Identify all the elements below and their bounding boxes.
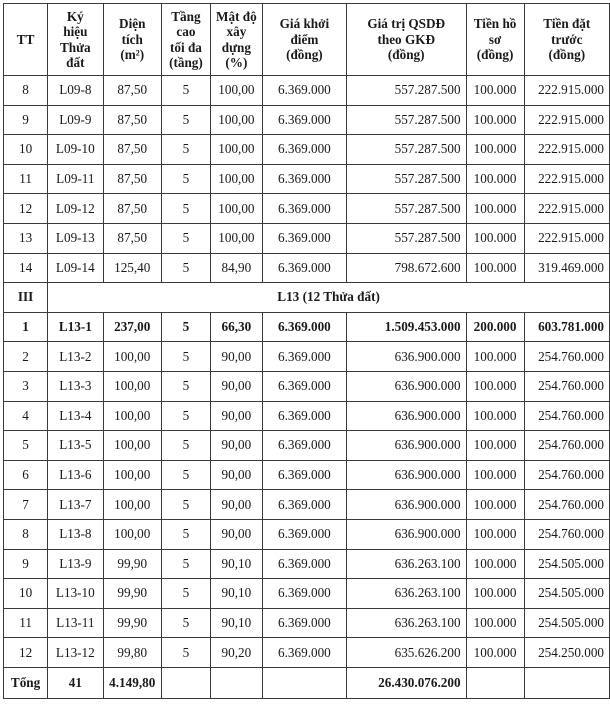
cell-lot-code: L13-8 [48,519,103,549]
cell-lot-code: L09-12 [48,194,103,224]
cell-area: 125,40 [103,253,161,283]
total-empty-price [262,667,346,698]
cell-area: 100,00 [103,342,161,372]
cell-fee: 100.000 [466,608,524,638]
table-row [4,135,610,165]
cell-lot-code: L09-11 [48,164,103,194]
cell-lot-code: L09-9 [48,105,103,135]
cell-density: 90,00 [210,401,262,431]
cell-fee: 100.000 [466,164,524,194]
cell-area: 87,50 [103,105,161,135]
cell-lot-code: L13-4 [48,401,103,431]
cell-area: 100,00 [103,490,161,520]
cell-land-value: 636.900.000 [346,371,466,401]
cell-max-floors: 5 [161,579,210,609]
land-auction-table [3,3,610,699]
cell-start-price: 6.369.000 [262,490,346,520]
table-row [4,164,610,194]
table-row [4,608,610,638]
table-row [4,253,610,283]
table-row [4,549,610,579]
cell-stt: 13 [4,223,48,253]
cell-max-floors: 5 [161,342,210,372]
cell-deposit: 254.505.000 [524,549,609,579]
header-land-value-line: theo GKĐ [377,31,435,47]
header-stt-line: TT [16,31,35,47]
cell-stt: 8 [4,76,48,106]
table-row [4,76,610,106]
cell-density: 90,00 [210,342,262,372]
cell-area: 99,90 [103,608,161,638]
header-density-line: (%) [225,55,248,70]
cell-stt: 6 [4,460,48,490]
total-empty-density [210,667,262,698]
cell-land-value: 1.509.453.000 [346,312,466,342]
header-start-price [262,4,346,76]
header-max-floors-line: cao [176,24,196,39]
cell-stt: 8 [4,519,48,549]
cell-fee: 100.000 [466,490,524,520]
cell-area: 100,00 [103,401,161,431]
total-count: 41 [48,667,103,698]
cell-max-floors: 5 [161,105,210,135]
cell-land-value: 636.900.000 [346,401,466,431]
cell-lot-code: L13-6 [48,460,103,490]
cell-deposit: 254.250.000 [524,638,609,668]
cell-start-price: 6.369.000 [262,549,346,579]
cell-density: 90,10 [210,579,262,609]
table-row [4,638,610,668]
cell-area: 99,80 [103,638,161,668]
table-header-row [4,4,610,76]
cell-max-floors: 5 [161,519,210,549]
cell-deposit: 254.760.000 [524,490,609,520]
cell-land-value: 798.672.600 [346,253,466,283]
cell-density: 90,20 [210,638,262,668]
cell-deposit: 222.915.000 [524,223,609,253]
header-lot-code [48,4,103,76]
cell-land-value: 557.287.500 [346,223,466,253]
cell-max-floors: 5 [161,76,210,106]
cell-lot-code: L13-10 [48,579,103,609]
cell-density: 90,00 [210,431,262,461]
cell-density: 100,00 [210,164,262,194]
header-area-line: (m²) [120,47,145,63]
header-max-floors [161,4,210,76]
header-lot-code-line: đất [66,55,85,70]
cell-stt: 9 [4,549,48,579]
cell-lot-code: L09-10 [48,135,103,165]
header-fee [466,4,524,76]
cell-fee: 100.000 [466,342,524,372]
cell-fee: 100.000 [466,638,524,668]
cell-stt: 11 [4,608,48,638]
total-empty-deposit [524,667,609,698]
total-empty-fee [466,667,524,698]
cell-fee: 100.000 [466,194,524,224]
cell-lot-code: L13-7 [48,490,103,520]
table-row [4,312,610,342]
cell-deposit: 254.760.000 [524,371,609,401]
cell-deposit: 603.781.000 [524,312,609,342]
cell-land-value: 636.900.000 [346,460,466,490]
table-row [4,194,610,224]
cell-area: 99,90 [103,579,161,609]
header-max-floors-line: tối đa [170,39,202,55]
cell-stt: 14 [4,253,48,283]
cell-max-floors: 5 [161,460,210,490]
cell-fee: 100.000 [466,579,524,609]
cell-lot-code: L09-13 [48,223,103,253]
header-density-line: dựng [221,39,251,55]
total-value: 26.430.076.200 [346,667,466,698]
cell-area: 87,50 [103,135,161,165]
cell-stt: 12 [4,194,48,224]
cell-max-floors: 5 [161,608,210,638]
cell-lot-code: L09-8 [48,76,103,106]
cell-deposit: 254.760.000 [524,460,609,490]
cell-stt: 5 [4,431,48,461]
cell-max-floors: 5 [161,401,210,431]
cell-fee: 100.000 [466,371,524,401]
cell-fee: 100.000 [466,431,524,461]
header-fee-line: (đồng) [476,47,514,63]
cell-fee: 100.000 [466,253,524,283]
cell-start-price: 6.369.000 [262,431,346,461]
cell-density: 100,00 [210,76,262,106]
cell-start-price: 6.369.000 [262,608,346,638]
cell-density: 90,00 [210,371,262,401]
cell-start-price: 6.369.000 [262,342,346,372]
cell-area: 87,50 [103,223,161,253]
cell-stt: 12 [4,638,48,668]
header-density [210,4,262,76]
cell-max-floors: 5 [161,549,210,579]
group-row-l13 [4,283,610,313]
cell-land-value: 636.900.000 [346,342,466,372]
cell-start-price: 6.369.000 [262,312,346,342]
cell-area: 87,50 [103,164,161,194]
table-row [4,490,610,520]
cell-land-value: 557.287.500 [346,164,466,194]
cell-area: 99,90 [103,549,161,579]
group-index: III [4,283,48,313]
cell-deposit: 222.915.000 [524,194,609,224]
cell-start-price: 6.369.000 [262,579,346,609]
cell-stt: 7 [4,490,48,520]
cell-deposit: 222.915.000 [524,76,609,106]
cell-start-price: 6.369.000 [262,638,346,668]
cell-start-price: 6.369.000 [262,371,346,401]
header-density-line: Mật độ [216,8,257,24]
total-row [4,667,610,698]
cell-density: 90,00 [210,519,262,549]
cell-lot-code: L13-11 [48,608,103,638]
header-deposit-line: trước [551,31,583,47]
cell-fee: 200.000 [466,312,524,342]
cell-land-value: 636.263.100 [346,579,466,609]
cell-land-value: 557.287.500 [346,105,466,135]
table-row [4,223,610,253]
cell-density: 90,10 [210,549,262,579]
cell-lot-code: L13-5 [48,431,103,461]
cell-max-floors: 5 [161,371,210,401]
group-label: L13 (12 Thửa đất) [48,283,610,313]
cell-deposit: 319.469.000 [524,253,609,283]
cell-lot-code: L13-9 [48,549,103,579]
cell-max-floors: 5 [161,135,210,165]
total-empty-floors [161,667,210,698]
cell-fee: 100.000 [466,223,524,253]
cell-max-floors: 5 [161,253,210,283]
cell-start-price: 6.369.000 [262,460,346,490]
cell-stt: 2 [4,342,48,372]
cell-density: 90,00 [210,490,262,520]
cell-area: 100,00 [103,519,161,549]
cell-land-value: 636.900.000 [346,490,466,520]
header-fee-line: sơ [488,31,502,47]
cell-max-floors: 5 [161,490,210,520]
table-row [4,342,610,372]
cell-land-value: 635.626.200 [346,638,466,668]
header-land-value-line: Giá trị QSDĐ [367,16,446,32]
cell-deposit: 254.505.000 [524,579,609,609]
cell-fee: 100.000 [466,519,524,549]
cell-max-floors: 5 [161,164,210,194]
header-lot-code-line: Ký [66,8,84,24]
table-row [4,401,610,431]
cell-max-floors: 5 [161,431,210,461]
header-start-price-line: điểm [290,31,319,47]
cell-max-floors: 5 [161,312,210,342]
cell-max-floors: 5 [161,638,210,668]
cell-fee: 100.000 [466,401,524,431]
table-row [4,431,610,461]
table-body-l13 [4,312,610,667]
header-start-price-line: (đồng) [286,47,323,63]
cell-area: 237,00 [103,312,161,342]
header-lot-code-line: Thửa [60,39,91,55]
cell-land-value: 636.263.100 [346,549,466,579]
cell-lot-code: L09-14 [48,253,103,283]
cell-density: 66,30 [210,312,262,342]
cell-area: 100,00 [103,460,161,490]
table-row [4,460,610,490]
cell-lot-code: L13-2 [48,342,103,372]
cell-fee: 100.000 [466,549,524,579]
cell-density: 100,00 [210,223,262,253]
cell-lot-code: L13-1 [48,312,103,342]
table-row [4,105,610,135]
cell-stt: 3 [4,371,48,401]
header-start-price-line: Giá khởi [279,16,330,32]
cell-fee: 100.000 [466,460,524,490]
header-max-floors-line: (tầng) [169,55,203,70]
cell-deposit: 254.505.000 [524,608,609,638]
header-deposit [524,4,609,76]
cell-lot-code: L13-12 [48,638,103,668]
land-auction-table-container [3,3,610,699]
cell-start-price: 6.369.000 [262,135,346,165]
cell-start-price: 6.369.000 [262,194,346,224]
cell-land-value: 557.287.500 [346,76,466,106]
cell-max-floors: 5 [161,223,210,253]
header-deposit-line: Tiền đặt [543,16,591,32]
header-fee-line: Tiền hồ [473,16,517,32]
header-land-value-line: (đồng) [387,47,425,63]
cell-density: 90,00 [210,460,262,490]
cell-area: 100,00 [103,431,161,461]
header-area [103,4,161,76]
cell-fee: 100.000 [466,105,524,135]
cell-deposit: 222.915.000 [524,105,609,135]
header-density-line: xây [226,24,247,39]
cell-stt: 11 [4,164,48,194]
cell-area: 87,50 [103,76,161,106]
cell-start-price: 6.369.000 [262,223,346,253]
total-area: 4.149,80 [103,667,161,698]
cell-stt: 9 [4,105,48,135]
cell-deposit: 254.760.000 [524,519,609,549]
table-row [4,519,610,549]
cell-area: 87,50 [103,194,161,224]
cell-land-value: 636.900.000 [346,431,466,461]
header-area-line: Diện [119,16,146,32]
cell-deposit: 254.760.000 [524,401,609,431]
cell-density: 100,00 [210,105,262,135]
cell-density: 90,10 [210,608,262,638]
cell-deposit: 254.760.000 [524,342,609,372]
cell-area: 100,00 [103,371,161,401]
cell-land-value: 557.287.500 [346,194,466,224]
cell-fee: 100.000 [466,76,524,106]
header-stt [4,4,48,76]
cell-stt: 10 [4,135,48,165]
table-row [4,371,610,401]
table-body-l09 [4,76,610,283]
header-max-floors-line: Tầng [171,8,201,24]
cell-start-price: 6.369.000 [262,253,346,283]
cell-stt: 10 [4,579,48,609]
cell-density: 100,00 [210,194,262,224]
header-lot-code-line: hiệu [63,24,88,39]
cell-fee: 100.000 [466,135,524,165]
table-row [4,579,610,609]
cell-deposit: 222.915.000 [524,164,609,194]
header-deposit-line: (đồng) [548,47,586,63]
cell-land-value: 636.263.100 [346,608,466,638]
cell-density: 84,90 [210,253,262,283]
cell-density: 100,00 [210,135,262,165]
header-land-value [346,4,466,76]
header-area-line: tích [121,31,143,47]
total-label: Tổng [4,667,48,698]
cell-start-price: 6.369.000 [262,401,346,431]
cell-start-price: 6.369.000 [262,105,346,135]
cell-lot-code: L13-3 [48,371,103,401]
cell-land-value: 636.900.000 [346,519,466,549]
cell-land-value: 557.287.500 [346,135,466,165]
cell-start-price: 6.369.000 [262,519,346,549]
cell-start-price: 6.369.000 [262,164,346,194]
cell-stt: 1 [4,312,48,342]
cell-deposit: 222.915.000 [524,135,609,165]
cell-stt: 4 [4,401,48,431]
cell-max-floors: 5 [161,194,210,224]
cell-start-price: 6.369.000 [262,76,346,106]
cell-deposit: 254.760.000 [524,431,609,461]
